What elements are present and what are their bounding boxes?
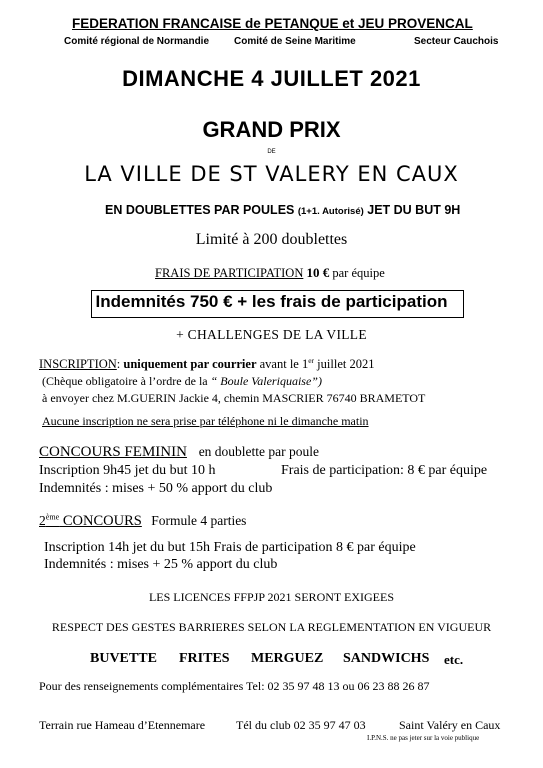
cheque-open: (Chèque obligatoire à l’ordre de la (42, 374, 211, 388)
inscription-sup: er (308, 355, 315, 365)
inscription-date: juillet 2021 (314, 357, 375, 371)
fee-amount: 10 € (306, 265, 330, 280)
warning-line: Aucune inscription ne sera prise par téléphone ni le dimanche matin (42, 414, 369, 428)
event-city: LA VILLE DE ST VALERY EN CAUX (84, 162, 459, 186)
event-title: GRAND PRIX (202, 117, 341, 142)
second-line1: Inscription 14h jet du but 15h Frais de participation 8 € par équipe (44, 540, 416, 555)
format-note: (1+1. Autorisé) (297, 206, 364, 217)
jet-du-but: JET DU BUT 9H (367, 203, 461, 217)
inscription-colon: : (116, 357, 124, 371)
feminin-subtitle: en doublette par poule (198, 444, 320, 459)
second-line2: Indemnités : mises + 25 % apport du club (44, 557, 278, 572)
licences-text: LES LICENCES FFPJP 2021 SERONT EXIGEES (148, 590, 395, 604)
footer-ipns: I.P.N.S. ne pas jeter sur la voie publique (367, 734, 480, 742)
second-subtitle: Formule 4 parties (151, 513, 247, 528)
footer-terrain: Terrain rue Hameau d’Etennemare (39, 718, 206, 732)
challenges-text: + CHALLENGES DE LA VILLE (176, 327, 367, 342)
food-merguez: MERGUEZ (251, 651, 324, 666)
footer-town: Saint Valéry en Caux (399, 718, 501, 732)
inscription-bold: uniquement par courrier (123, 357, 257, 371)
comite-regional: Comité régional de Normandie (64, 36, 210, 47)
feminin-title-line (39, 444, 319, 461)
food-buvette: BUVETTE (90, 651, 157, 666)
comite-seine: Comité de Seine Maritime (234, 36, 356, 47)
federation-title: FEDERATION FRANCAISE de PETANQUE et JEU PROVENCAL (72, 16, 473, 31)
second-num: 2 (39, 513, 46, 528)
feminin-line1-b: Frais de participation: 8 € par équipe (281, 463, 488, 478)
event-de: DE (267, 149, 276, 155)
inscription-rest: avant le 1 (256, 357, 309, 371)
second-title-line (39, 513, 246, 530)
second-title (39, 513, 142, 528)
fee-label: FRAIS DE PARTICIPATION (155, 266, 304, 280)
food-etc: etc. (444, 652, 464, 667)
gestes-text: RESPECT DES GESTES BARRIERES SELON LA REGLEMENTATION EN VIGUEUR (51, 620, 492, 634)
feminin-line2: Indemnités : mises + 50 % apport du club (39, 481, 273, 496)
inscription-label: INSCRIPTION (39, 357, 117, 371)
limit-text: Limité à 200 doublettes (195, 231, 348, 248)
inscription-line (39, 357, 374, 372)
fee-suffix: par équipe (332, 266, 385, 280)
footer-tel-club: Tél du club 02 35 97 47 03 (236, 718, 366, 732)
format-line (105, 203, 460, 217)
second-sup: ème (45, 512, 60, 522)
event-date: DIMANCHE 4 JUILLET 2021 (122, 66, 421, 91)
cheque-name: “ Boule Valeriquaise”) (210, 374, 322, 388)
format-main: EN DOUBLETTES PAR POULES (105, 203, 295, 217)
address-line: à envoyer chez M.GUERIN Jackie 4, chemin MASCRIER 76740 BRAMETOT (42, 391, 426, 405)
contact-info: Pour des renseignements complémentaires Tel: 02 35 97 48 13 ou 06 23 88 26 87 (39, 679, 430, 693)
food-sandwichs: SANDWICHS (343, 651, 430, 666)
cheque-line (42, 374, 322, 389)
fee-line (155, 265, 385, 281)
feminin-title: CONCOURS FEMININ (39, 444, 187, 460)
secteur: Secteur Cauchois (414, 36, 499, 47)
food-frites: FRITES (179, 651, 230, 666)
indemnites-text: Indemnités 750 € + les frais de participation (95, 292, 448, 311)
second-concours: CONCOURS (59, 513, 142, 529)
feminin-line1-a: Inscription 9h45 jet du but 10 h (39, 463, 216, 478)
